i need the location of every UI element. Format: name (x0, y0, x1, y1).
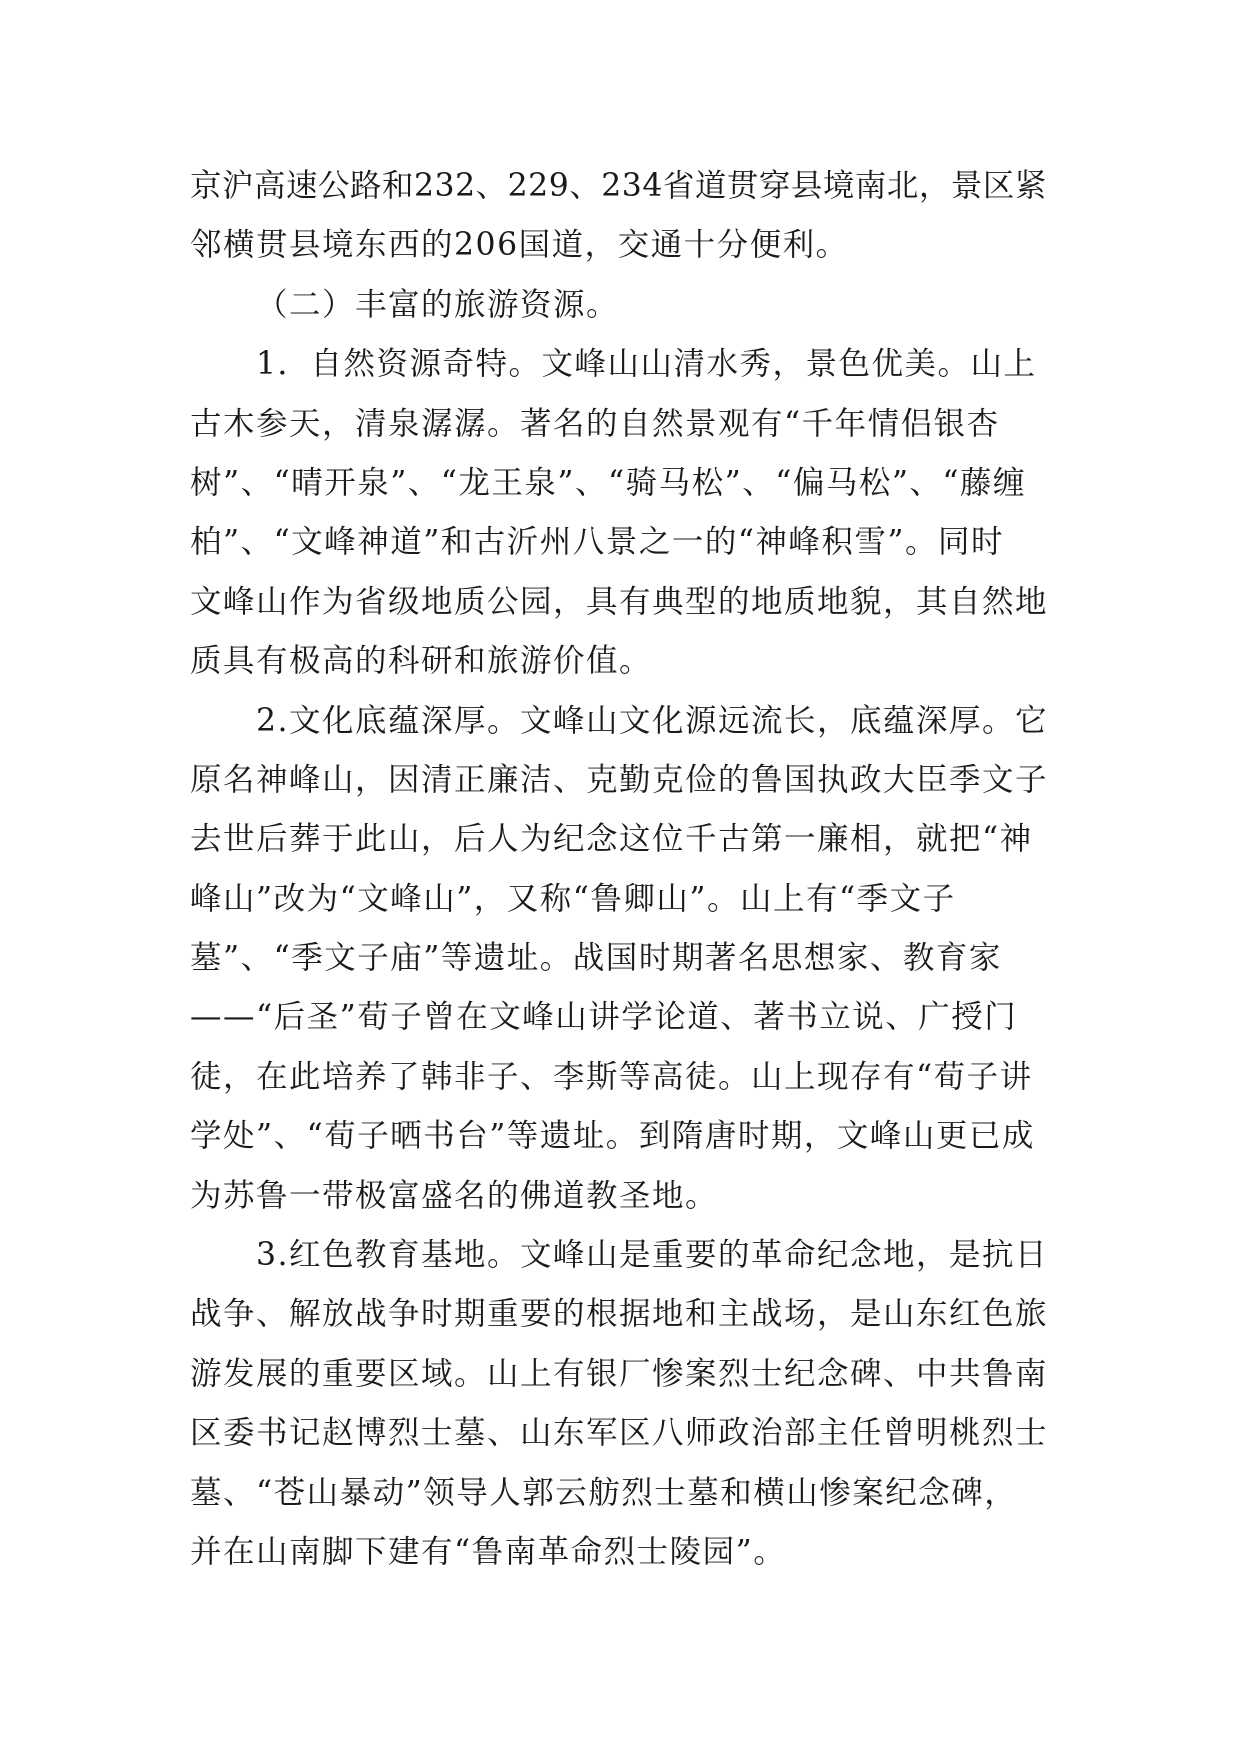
text-line: 文峰山作为省级地质公园，具有典型的地质地貌，其自然地 (190, 583, 1049, 620)
text-line: 3.红色教育基地。文峰山是重要的革命纪念地，是抗日 (256, 1237, 1049, 1274)
text-line: 峰山”改为“文峰山”，又称“鲁卿山”。山上有“季文子 (190, 880, 956, 917)
text-line: 质具有极高的科研和旅游价值。 (190, 643, 653, 680)
text-line: （二）丰富的旅游资源。 (256, 286, 620, 323)
text-line: 1．自然资源奇特。文峰山山清水秀，景色优美。山上 (256, 346, 1037, 383)
text-line: 树”、“晴开泉”、“龙王泉”、“骑马松”、“偏马松”、“藤缠 (190, 464, 1027, 501)
text-line: 区委书记赵博烈士墓、山东军区八师政治部主任曾明桃烈士 (190, 1415, 1049, 1452)
text-line: 墓”、“季文子庙”等遗址。战国时期著名思想家、教育家 (190, 940, 1002, 977)
text-line: 并在山南脚下建有“鲁南革命烈士陵园”。 (190, 1533, 787, 1570)
text-line: 古木参天，清泉潺潺。著名的自然景观有“千年情侣银杏 (190, 405, 1000, 442)
text-line: 徒，在此培养了韩非子、李斯等高徒。山上现存有“荀子讲 (190, 1058, 1033, 1095)
text-line: 游发展的重要区域。山上有银厂惨案烈士纪念碑、中共鲁南 (190, 1355, 1049, 1392)
text-line: 京沪高速公路和232、229、234省道贯穿县境南北，景区紧 (190, 168, 1047, 204)
text-line: 为苏鲁一带极富盛名的佛道教圣地。 (190, 1177, 719, 1214)
text-line: 原名神峰山，因清正廉洁、克勤克俭的鲁国执政大臣季文子 (190, 761, 1049, 798)
text-line: 柏”、“文峰神道”和古沂州八景之一的“神峰积雪”。同时 (190, 524, 1005, 561)
text-line: 学处”、“荀子晒书台”等遗址。到隋唐时期，文峰山更已成 (190, 1118, 1035, 1155)
text-line: 战争、解放战争时期重要的根据地和主战场，是山东红色旅 (190, 1296, 1049, 1333)
body-text (190, 157, 1060, 1582)
text-line: 去世后葬于此山，后人为纪念这位千古第一廉相，就把“神 (190, 821, 1033, 858)
text-line: 邻横贯县境东西的206国道，交通十分便利。 (190, 227, 849, 264)
text-line: 2.文化底蕴深厚。文峰山文化源远流长，底蕴深厚。它 (256, 702, 1049, 739)
text-line: ——“后圣”荀子曾在文峰山讲学论道、著书立说、广授门 (190, 999, 1018, 1036)
text-line: 墓、“苍山暴动”领导人郭云舫烈士墓和横山惨案纪念碑， (190, 1474, 1018, 1511)
